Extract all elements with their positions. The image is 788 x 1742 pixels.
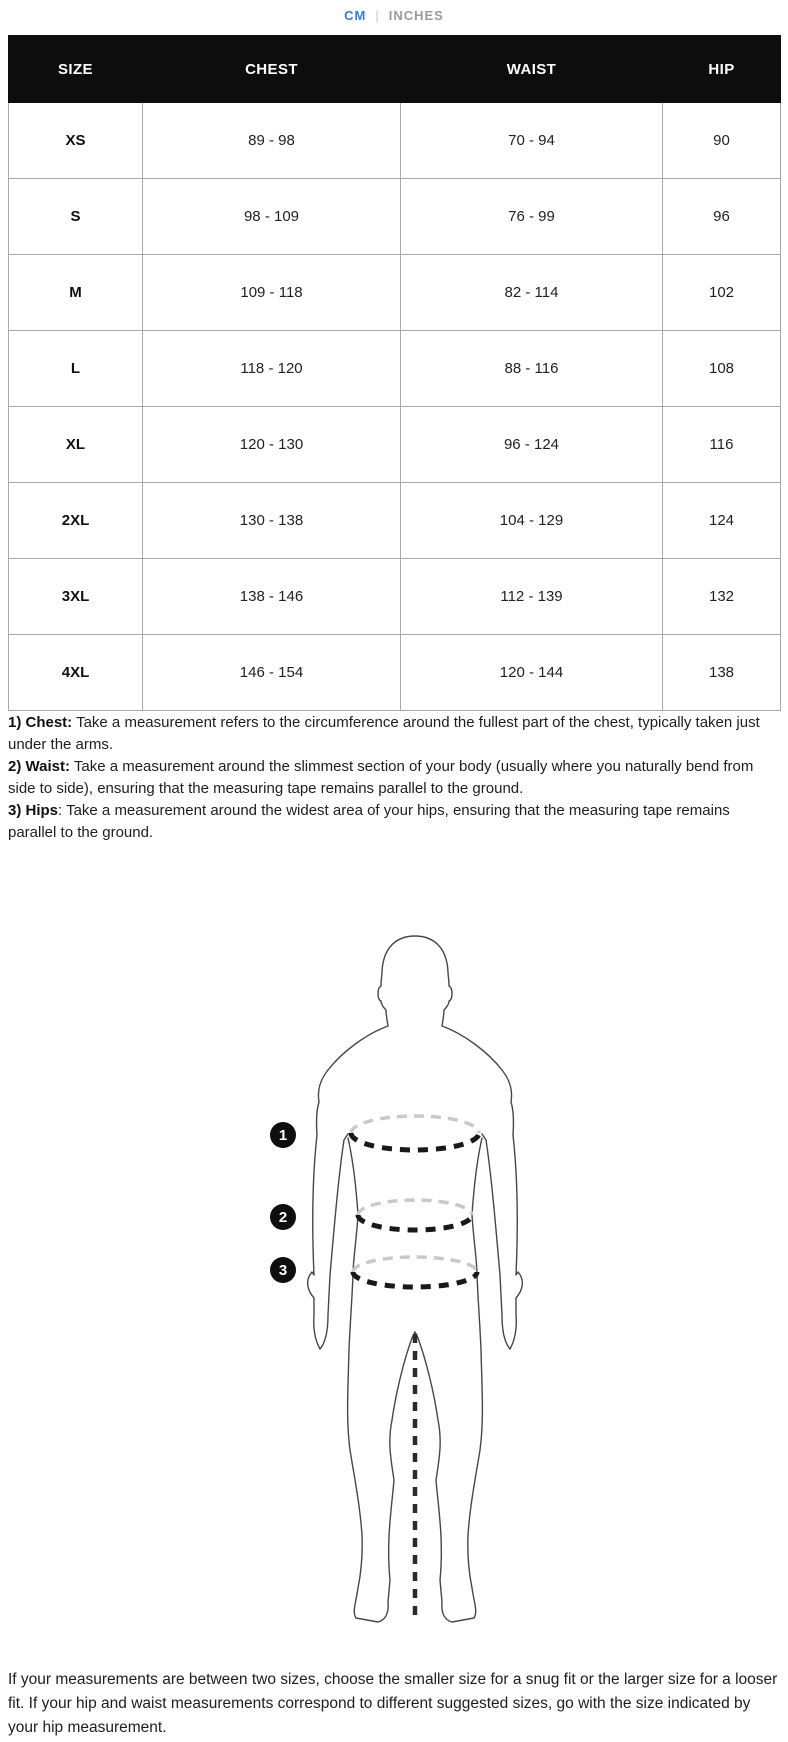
cell-chest: 109 - 118 (143, 255, 401, 331)
note-hips-label: 3) Hips (8, 802, 59, 819)
cell-size: 3XL (9, 559, 143, 635)
cell-waist: 96 - 124 (401, 407, 663, 483)
column-header-hip: HIP (663, 36, 781, 103)
cell-waist: 76 - 99 (401, 179, 663, 255)
column-header-size: SIZE (9, 36, 143, 103)
cell-chest: 130 - 138 (143, 483, 401, 559)
cell-size: XS (9, 103, 143, 179)
inner-arm-right (482, 1134, 510, 1349)
size-chart-table (8, 35, 781, 711)
cell-size: S (9, 179, 143, 255)
cell-chest: 138 - 146 (143, 559, 401, 635)
marker-chest: 1 (270, 1122, 296, 1148)
note-hips-text: : Take a measurement around the widest area of your hips, ensuring that the measuring tape remains parallel to the ground. (8, 802, 730, 841)
table-row (9, 331, 781, 407)
hip-ellipse-back (353, 1257, 477, 1272)
note-waist-label: 2) Waist: (8, 758, 70, 775)
cell-size: XL (9, 407, 143, 483)
cell-hip: 108 (663, 331, 781, 407)
body-outline-right (415, 1138, 482, 1622)
body-outline-left (348, 1138, 415, 1622)
cell-size: 4XL (9, 635, 143, 711)
table-row (9, 635, 781, 711)
unit-inches-button[interactable]: INCHES (388, 8, 444, 23)
cell-hip: 124 (663, 483, 781, 559)
note-waist-text: Take a measurement around the slimmest section of your body (usually where you naturally bend from side to side), ensuring that the measuring tape remains parallel to the ground. (8, 758, 754, 797)
waist-ellipse-front (358, 1215, 472, 1230)
column-header-waist: WAIST (401, 36, 663, 103)
footer-note (8, 1668, 782, 1740)
body-outline-upper (308, 936, 523, 1349)
cell-chest: 98 - 109 (143, 179, 401, 255)
note-waist (8, 756, 782, 800)
unit-toggle (0, 8, 788, 23)
waist-ellipse-back (358, 1200, 472, 1215)
toggle-separator: | (375, 8, 380, 23)
column-header-chest: CHEST (143, 36, 401, 103)
table-row (9, 483, 781, 559)
table-row (9, 179, 781, 255)
cell-size: M (9, 255, 143, 331)
marker-waist: 2 (270, 1204, 296, 1230)
cell-hip: 96 (663, 179, 781, 255)
chest-ellipse-front (351, 1133, 479, 1150)
inner-arm-left (320, 1134, 348, 1349)
cell-chest: 118 - 120 (143, 331, 401, 407)
note-chest-label: 1) Chest: (8, 714, 73, 731)
chest-ellipse-back (351, 1116, 479, 1133)
measurement-notes (8, 712, 782, 844)
cell-chest: 120 - 130 (143, 407, 401, 483)
cell-waist: 104 - 129 (401, 483, 663, 559)
cell-waist: 88 - 116 (401, 331, 663, 407)
table-row (9, 103, 781, 179)
cell-waist: 120 - 144 (401, 635, 663, 711)
table-row (9, 559, 781, 635)
note-hips (8, 800, 782, 844)
marker-hip: 3 (270, 1257, 296, 1283)
cell-chest: 146 - 154 (143, 635, 401, 711)
hip-ellipse-front (353, 1272, 477, 1287)
cell-hip: 90 (663, 103, 781, 179)
cell-chest: 89 - 98 (143, 103, 401, 179)
table-row (9, 407, 781, 483)
cell-hip: 102 (663, 255, 781, 331)
cell-hip: 116 (663, 407, 781, 483)
note-chest-text: Take a measurement refers to the circumference around the fullest part of the chest, typically taken just under the arms. (8, 714, 760, 753)
note-chest (8, 712, 782, 756)
cell-waist: 112 - 139 (401, 559, 663, 635)
cell-hip: 138 (663, 635, 781, 711)
table-row (9, 255, 781, 331)
header-row (9, 36, 781, 103)
unit-cm-button[interactable]: CM (344, 8, 367, 23)
cell-waist: 70 - 94 (401, 103, 663, 179)
cell-waist: 82 - 114 (401, 255, 663, 331)
cell-size: L (9, 331, 143, 407)
cell-size: 2XL (9, 483, 143, 559)
cell-hip: 132 (663, 559, 781, 635)
fit-advice-text: If your measurements are between two sizes, choose the smaller size for a snug fit or the larger size for a looser fit. If your hip and waist measurements correspond to different suggested sizes, go with the size indicated by your hip measurement. (8, 1671, 778, 1736)
